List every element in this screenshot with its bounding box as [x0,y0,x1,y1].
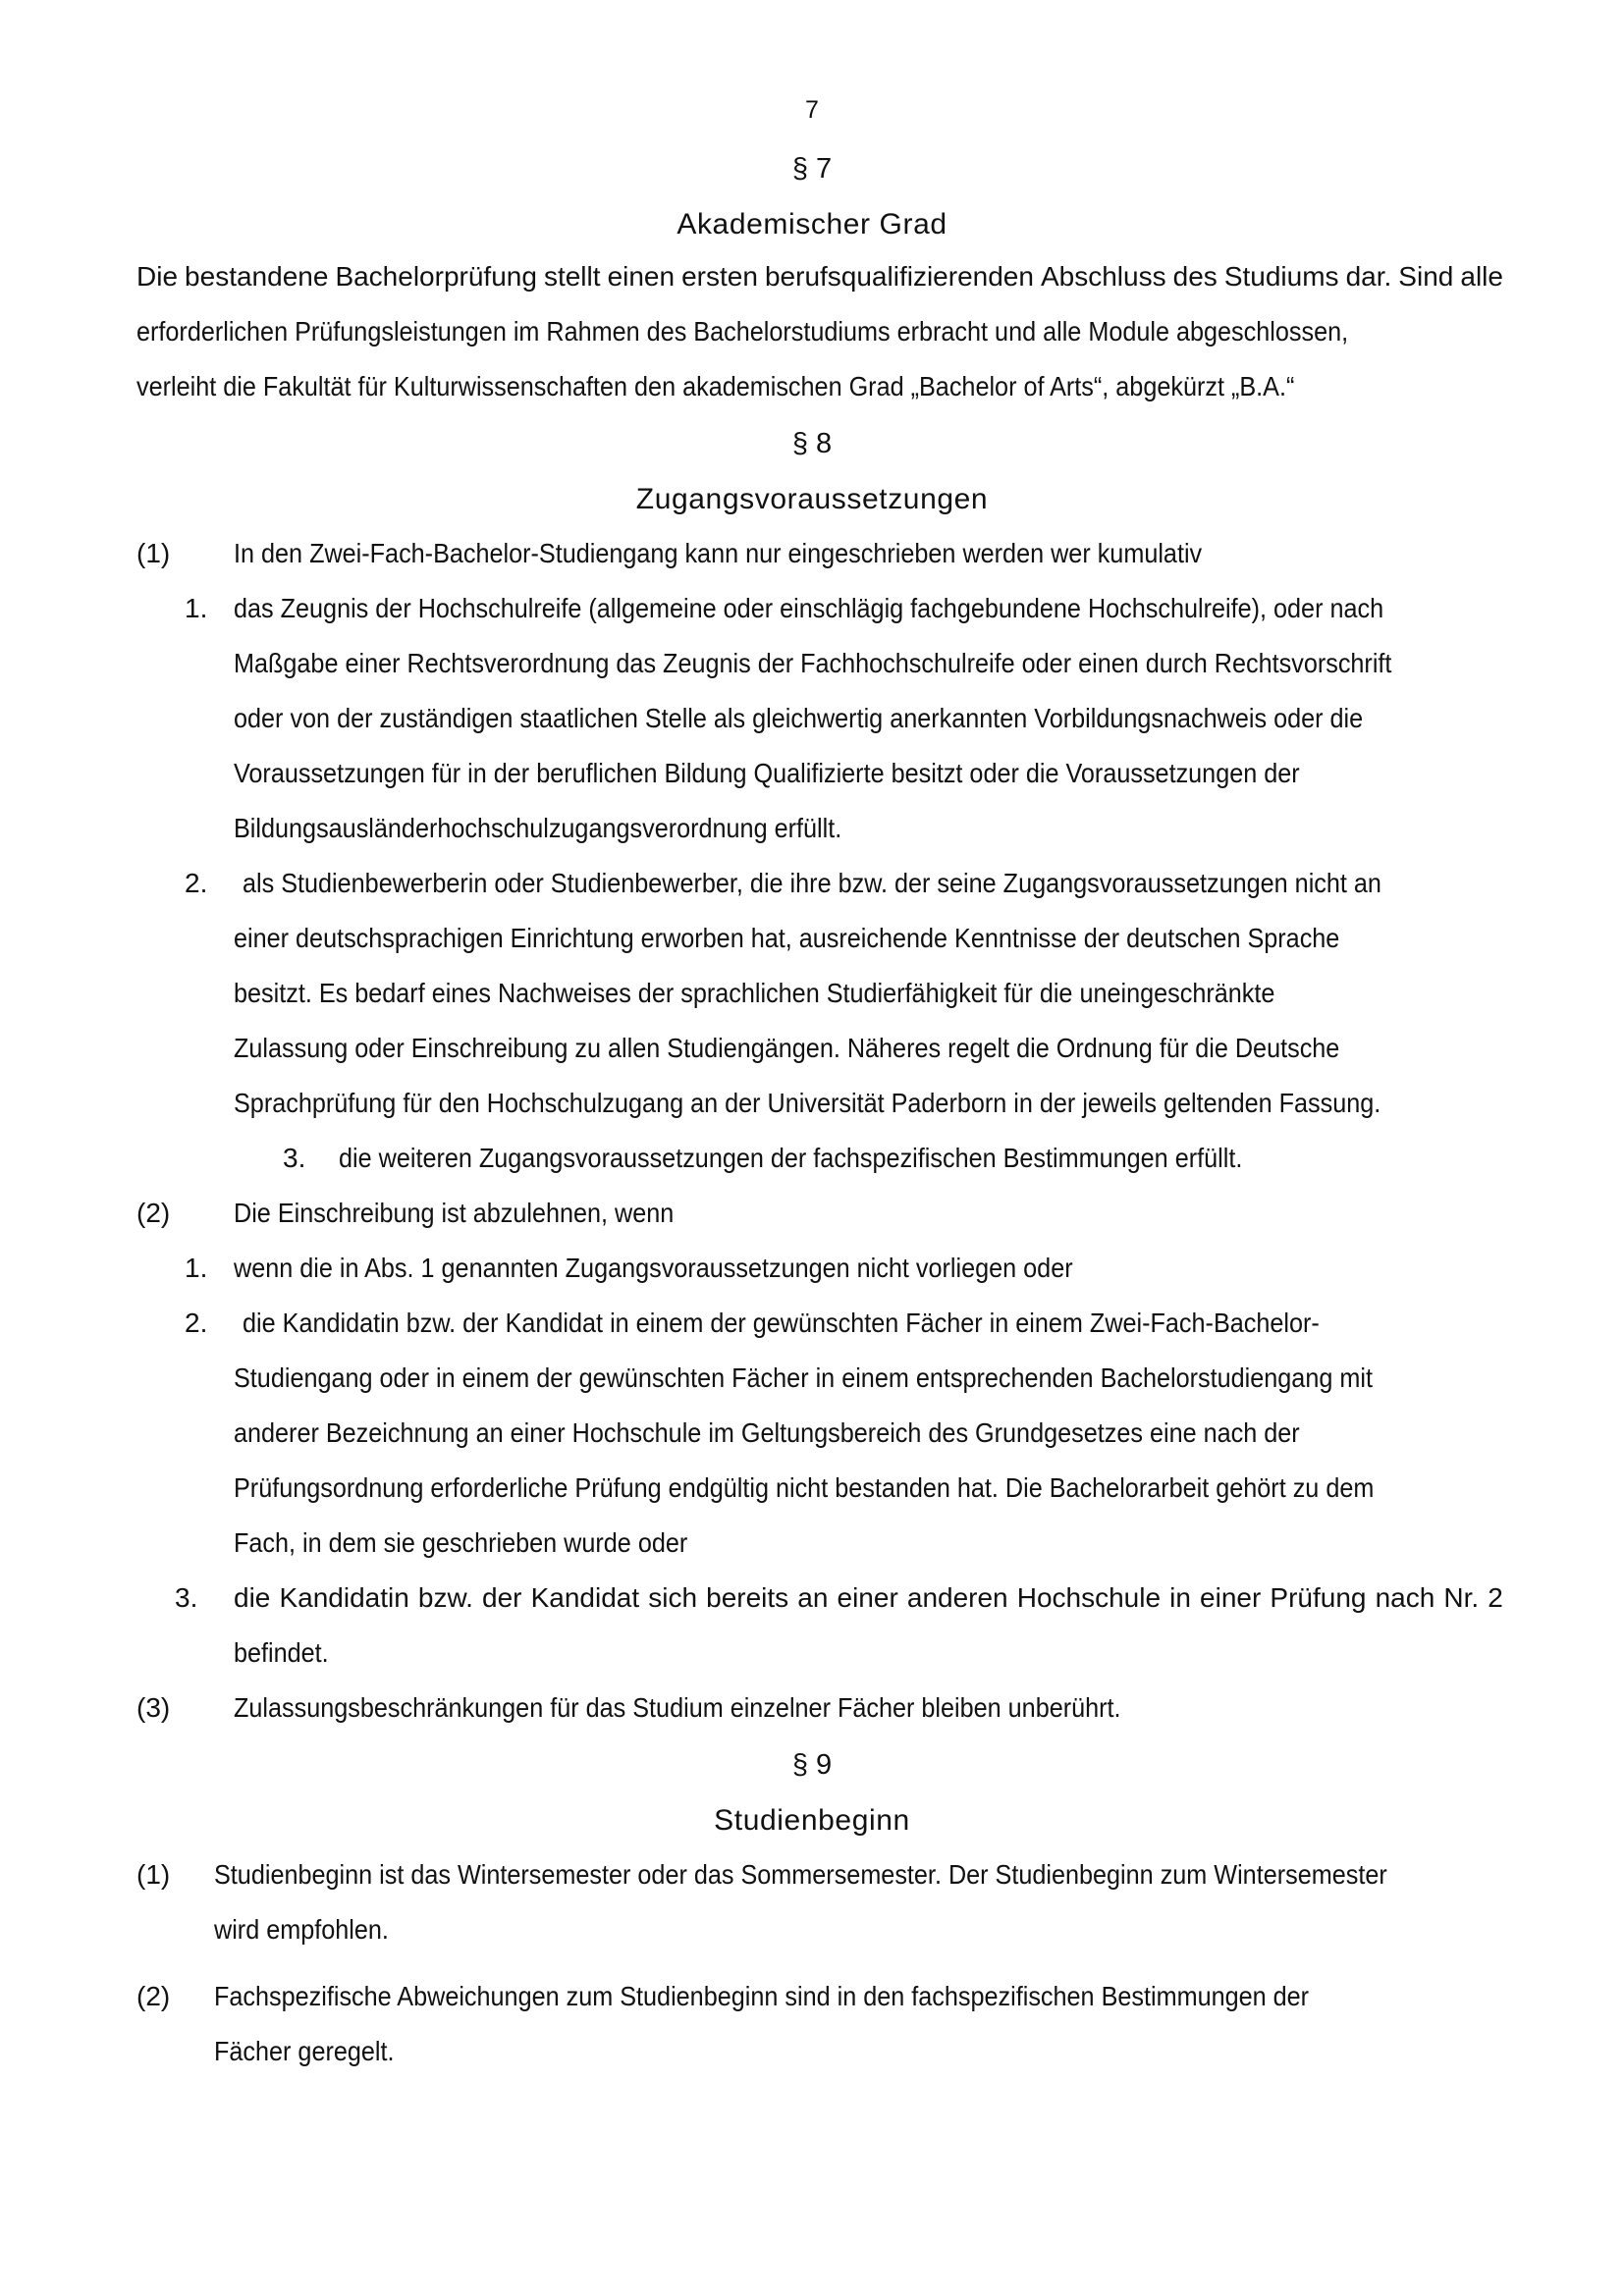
word: in [1169,1582,1191,1613]
s8-p1-item2-line-4: Zulassung oder Einschreibung zu allen Studiengängen. Näheres regelt die Ordnung für die Deutsche [234,1033,1340,1063]
word: Bachelorprüfung [335,261,537,292]
s9-p1-line-1: Studienbeginn ist das Wintersemester oder das Sommersemester. Der Studienbeginn zum Wintersemester [214,1859,1387,1890]
s8-p1-item2-marker: 2. [185,868,208,898]
s8-p1-item1-marker: 1. [185,593,208,623]
word: der [482,1582,522,1613]
s8-p1-item1-line-3: oder von der zuständigen staatlichen Stelle als gleichwertig anerkannten Vorbildungsnachweis oder die [234,703,1364,733]
word: 2 [1488,1582,1503,1613]
s7-line-1 [136,259,1503,294]
s8-p3-text: Zulassungsbeschränkungen für das Studium einzelner Fächer bleiben unberührt. [234,1692,1121,1723]
word: Hochschule [1016,1582,1162,1613]
word: nach [1375,1582,1435,1613]
word: an [797,1582,829,1613]
word: bereits [706,1582,789,1613]
s8-p2-intro: Die Einschreibung ist abzulehnen, wenn [234,1198,675,1228]
s8-p1-item2-line-3: besitzt. Es bedarf eines Nachweises der sprachlichen Studierfähigkeit für die uneingeschränkte [234,978,1275,1008]
s8-p2-item3-line-2: befindet. [234,1637,329,1668]
page-number: 7 [805,96,819,124]
word: Nr. [1443,1582,1480,1613]
word: des [1172,261,1218,292]
s8-p1-item1-line-1: das Zeugnis der Hochschulreife (allgemeine oder einschlägig fachgebundene Hochschulreife), oder nach [234,593,1384,623]
s8-p1-item1-line-2: Maßgabe einer Rechtsverordnung das Zeugnis der Fachhochschulreife oder einen durch Rechtsvorschrift [234,648,1392,678]
word: die [234,1582,271,1613]
s7-line-3: verleiht die Fakultät für Kulturwissenschaften den akademischen Grad „Bachelor of Arts“, abgekürzt „B.A.“ [136,371,1295,401]
word: stellt [543,261,601,292]
s8-p2-item1-text: wenn die in Abs. 1 genannten Zugangsvoraussetzungen nicht vorliegen oder [234,1253,1073,1283]
s8-p3-marker: (3) [136,1692,171,1723]
s9-p1-marker: (1) [136,1859,171,1890]
word: alle [1460,261,1503,292]
s8-p2-item2-line-1: die Kandidatin bzw. der Kandidat in einem der gewünschten Fächer in einem Zwei-Fach-Bachelor- [243,1308,1320,1338]
s8-p2-item3-marker: 3. [175,1582,198,1613]
word: einer [1200,1582,1262,1613]
s8-p1-marker: (1) [136,538,171,568]
word: anderen [906,1582,1008,1613]
word: Prüfung [1270,1582,1367,1613]
s8-p2-item2-line-2: Studiengang oder in einem der gewünschten Fächer in einem entsprechenden Bachelorstudiengang mit [234,1362,1373,1393]
word: Studiums [1223,261,1339,292]
s9-p1-line-2: wird empfohlen. [214,1914,389,1945]
s8-p1-intro: In den Zwei-Fach-Bachelor-Studiengang kann nur eingeschrieben werden wer kumulativ [234,538,1203,568]
s8-p1-item3-text: die weiteren Zugangsvoraussetzungen der fachspezifischen Bestimmungen erfüllt. [339,1143,1243,1173]
s8-p2-item1-marker: 1. [185,1253,208,1283]
word: sich [648,1582,698,1613]
s8-p1-item1-line-5: Bildungsausländerhochschulzugangsverordnung erfüllt. [234,813,842,843]
word: ersten [681,261,758,292]
word: dar. [1345,261,1392,292]
s8-p2-item3-line-1 [234,1580,1503,1616]
s8-p1-item2-line-5: Sprachprüfung für den Hochschulzugang an der Universität Paderborn in der jeweils geltenden Fassung. [234,1088,1381,1118]
section-8-title: Zugangsvoraussetzungen [635,483,989,515]
section-9-title: Studienbeginn [714,1804,910,1837]
word: Die [136,261,179,292]
s8-p1-item2-line-2: einer deutschsprachigen Einrichtung erworben hat, ausreichende Kenntnisse der deutschen Sprache [234,923,1340,953]
s8-p2-item2-line-4: Prüfungsordnung erforderliche Prüfung endgültig nicht bestanden hat. Die Bachelorarbeit gehört zu dem [234,1472,1375,1503]
s8-p2-marker: (2) [136,1198,171,1228]
word: bestandene [185,261,329,292]
word: Kandidatin [279,1582,409,1613]
s8-p1-item3-marker: 3. [283,1143,306,1173]
word: Sind [1398,261,1454,292]
s9-p2-marker: (2) [136,1981,171,2011]
s8-p1-item1-line-4: Voraussetzungen für in der beruflichen Bildung Qualifizierte besitzt oder die Voraussetzungen der [234,758,1300,788]
s9-p2-line-1: Fachspezifische Abweichungen zum Studienbeginn sind in den fachspezifischen Bestimmungen der [214,1981,1310,2011]
section-7-number: § 7 [791,153,833,185]
word: bzw. [417,1582,473,1613]
section-7-title: Akademischer Grad [677,208,947,240]
word: Abschluss [1040,261,1166,292]
s7-line-2: erforderlichen Prüfungsleistungen im Rahmen des Bachelorstudiums erbracht und alle Module abgeschlossen, [136,316,1349,347]
section-8-number: § 8 [791,428,833,459]
word: einen [607,261,676,292]
s8-p2-item2-line-5: Fach, in dem sie geschrieben wurde oder [234,1527,688,1558]
word: berufsqualifizierenden [764,261,1034,292]
s8-p1-item2-line-1: als Studienbewerberin oder Studienbewerber, die ihre bzw. der seine Zugangsvoraussetzungen nicht an [243,868,1381,898]
word: Kandidat [530,1582,640,1613]
s8-p2-item2-line-3: anderer Bezeichnung an einer Hochschule im Geltungsbereich des Grundgesetzes eine nach der [234,1417,1300,1448]
section-9-number: § 9 [791,1749,833,1781]
s8-p2-item2-marker: 2. [185,1308,208,1338]
s9-p2-line-2: Fächer geregelt. [214,2036,395,2066]
word: einer [837,1582,898,1613]
